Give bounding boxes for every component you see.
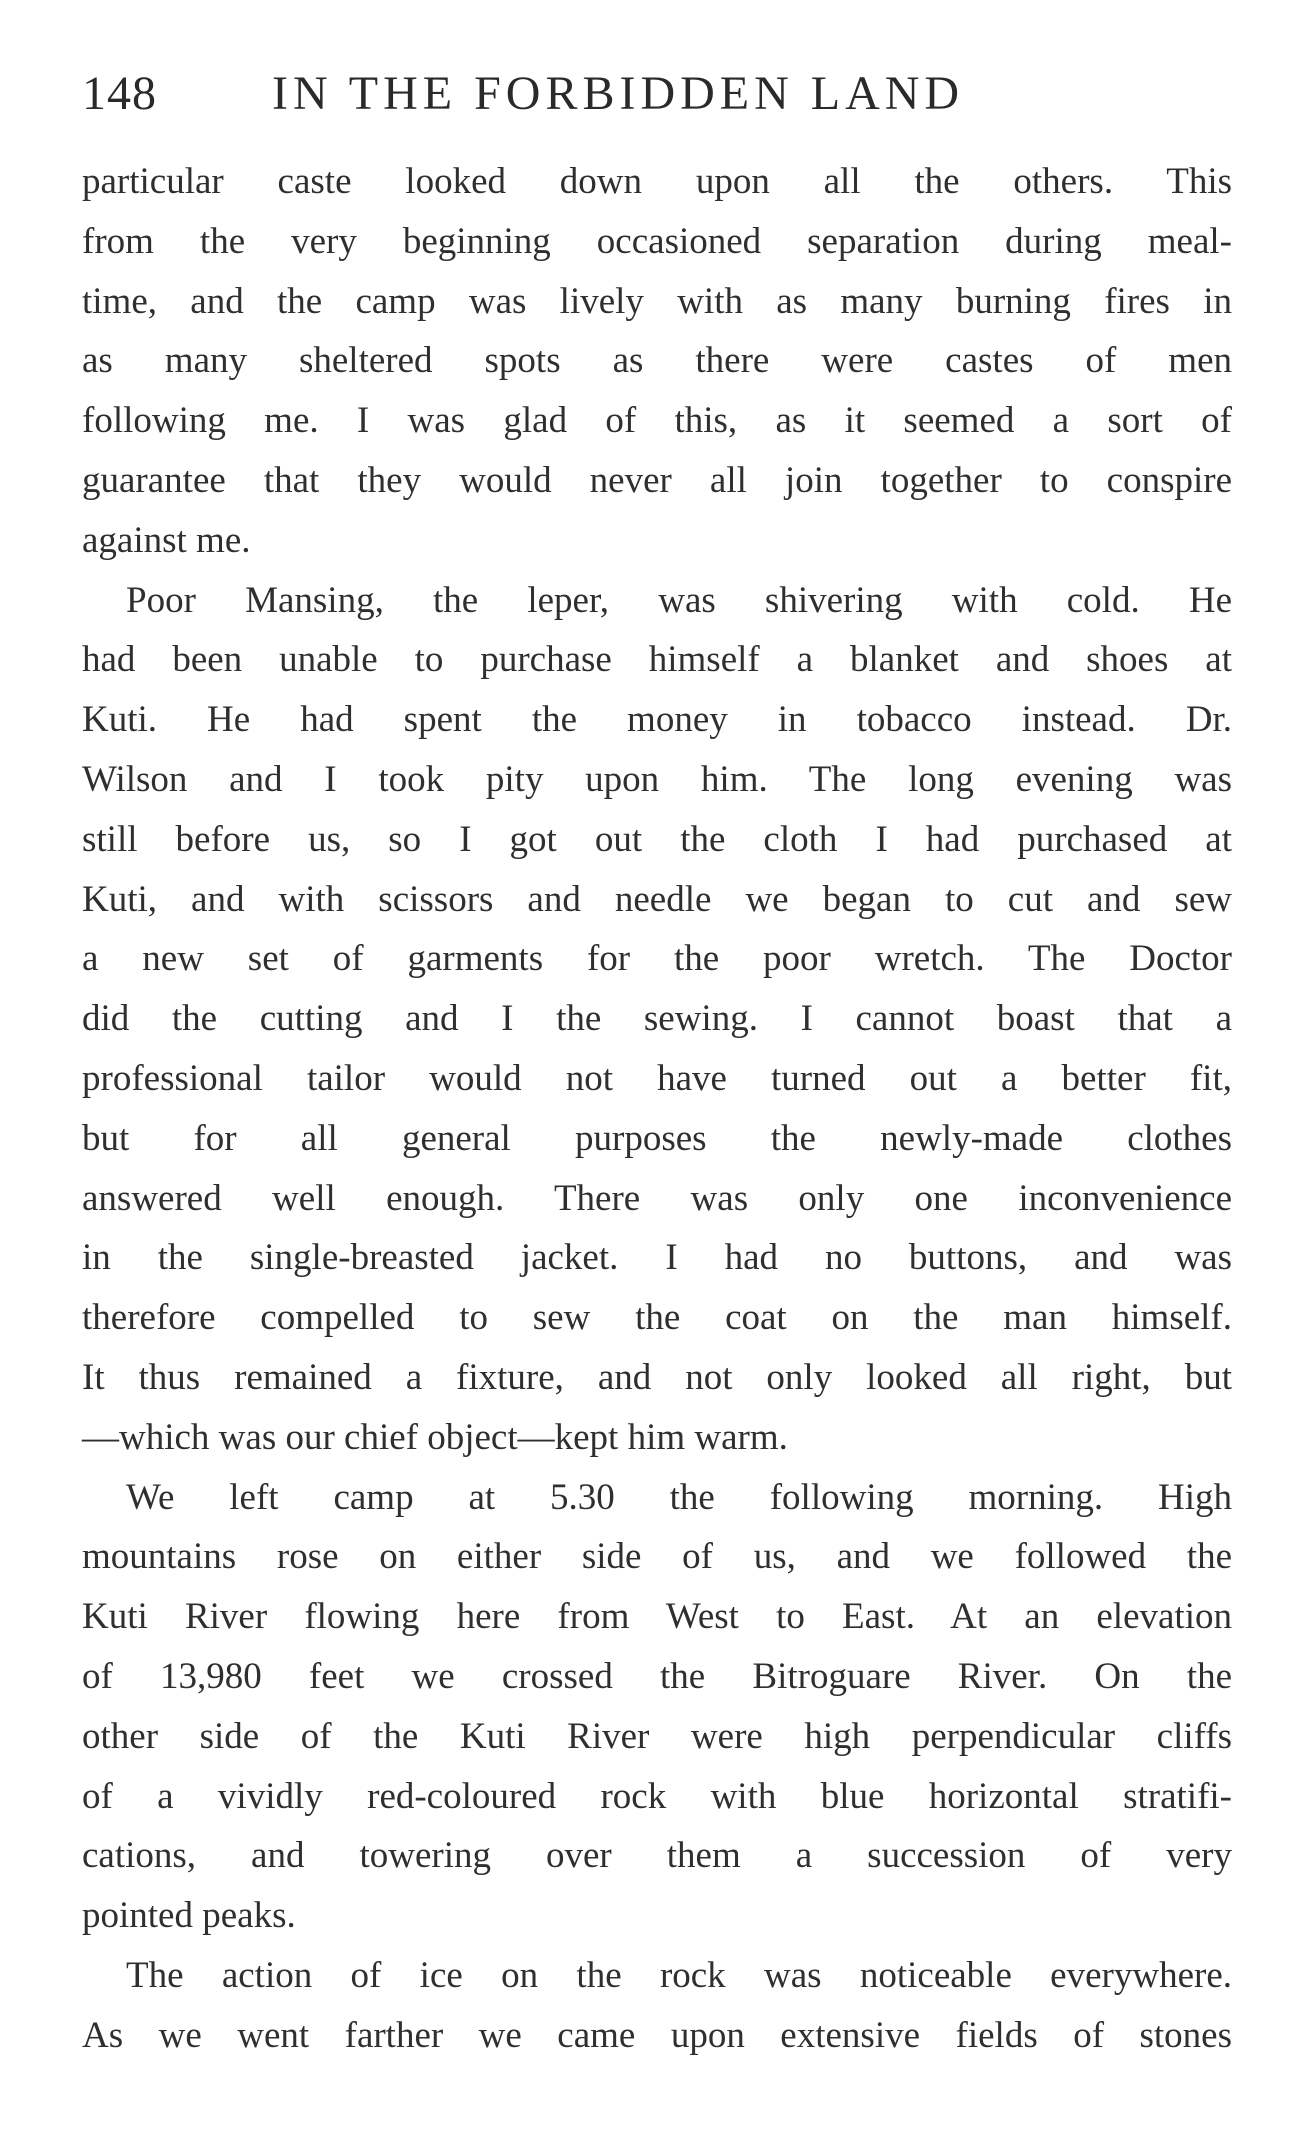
text-line: cations, and towering over them a succession of very [82, 1835, 1232, 1877]
text-line: —which was our chief object—kept him warm. [82, 1416, 788, 1458]
running-head [82, 64, 1052, 124]
text-line: particular caste looked down upon all the others. This [82, 161, 1232, 202]
text-line: It thus remained a fixture, and not only looked all right, but [82, 1356, 1232, 1398]
text-line: from the very beginning occasioned separation during meal- [82, 220, 1232, 262]
text-line: did the cutting and I the sewing. I cannot boast that a [82, 998, 1232, 1040]
text-line: as many sheltered spots as there were castes of men [82, 340, 1232, 382]
text-line: mountains rose on either side of us, and we followed the [82, 1536, 1232, 1578]
body-text [82, 152, 1232, 2066]
text-line: still before us, so I got out the cloth I had purchased at [82, 818, 1232, 860]
text-line: pointed peaks. [82, 1895, 296, 1937]
text-line: against me. [82, 519, 251, 561]
paragraph-start-line: Poor Mansing, the leper, was shivering with cold. He [126, 579, 1232, 621]
text-line: Kuti. He had spent the money in tobacco instead. Dr. [82, 699, 1232, 741]
text-line: but for all general purposes the newly-made clothes [82, 1117, 1232, 1159]
paragraph-start-line: We left camp at 5.30 the following morning. High [126, 1476, 1232, 1518]
running-title: IN THE FORBIDDEN LAND [272, 67, 965, 120]
text-line: Kuti, and with scissors and needle we began to cut and sew [82, 878, 1232, 920]
text-line: following me. I was glad of this, as it seemed a sort of [82, 400, 1232, 442]
text-line: answered well enough. There was only one inconvenience [82, 1177, 1232, 1219]
text-line: other side of the Kuti River were high perpendicular cliffs [82, 1715, 1232, 1757]
text-line: As we went farther we came upon extensive fields of stones [82, 2014, 1232, 2056]
text-line: in the single-breasted jacket. I had no buttons, and was [82, 1237, 1232, 1279]
text-line: a new set of garments for the poor wretch. The Doctor [82, 938, 1232, 980]
paragraph-start-line: The action of ice on the rock was noticeable everywhere. [126, 1954, 1232, 1996]
text-line: of a vividly red-coloured rock with blue horizontal stratifi- [82, 1775, 1232, 1817]
text-line: of 13,980 feet we crossed the Bitroguare River. On the [82, 1655, 1232, 1697]
text-line: therefore compelled to sew the coat on the man himself. [82, 1297, 1232, 1339]
text-line: professional tailor would not have turned out a better fit, [82, 1057, 1232, 1099]
text-line: Kuti River flowing here from West to East. At an elevation [82, 1596, 1232, 1638]
text-line: time, and the camp was lively with as many burning fires in [82, 280, 1232, 322]
text-line: guarantee that they would never all join together to conspire [82, 459, 1232, 501]
page-number: 148 [82, 67, 157, 120]
text-line: had been unable to purchase himself a blanket and shoes at [82, 639, 1232, 681]
text-line: Wilson and I took pity upon him. The long evening was [82, 758, 1232, 800]
